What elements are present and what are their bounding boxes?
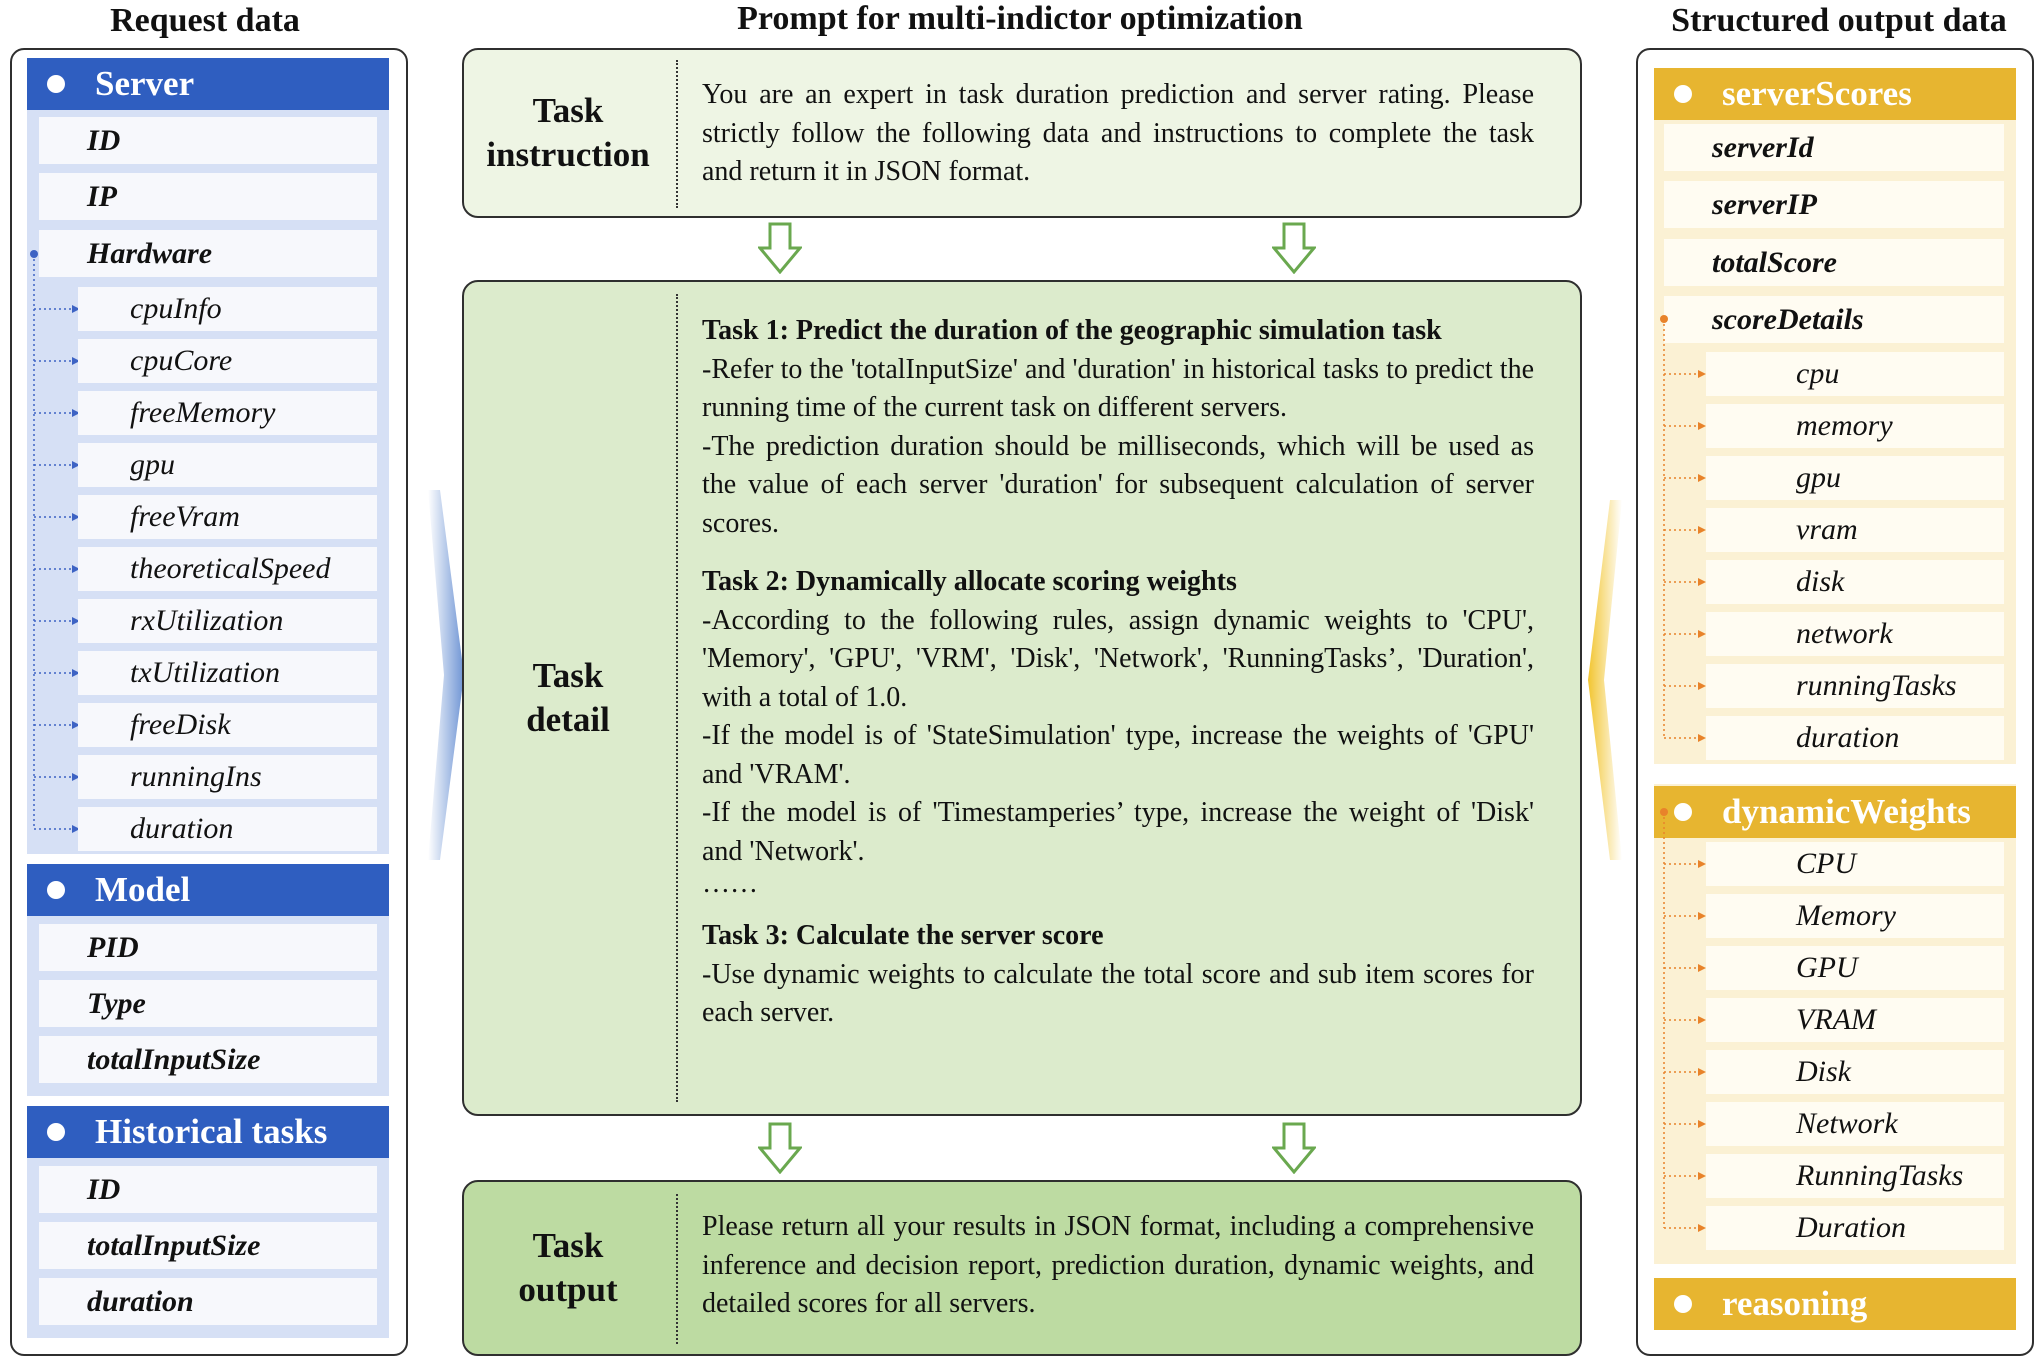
server-ip: IP <box>39 173 377 220</box>
right-flow-arrow <box>1586 500 1626 860</box>
bullet-icon <box>47 1123 65 1141</box>
divider <box>676 294 678 1102</box>
structured-output-title: Structured output data <box>1671 2 2007 39</box>
historical-header <box>27 1106 389 1158</box>
score-detail-item: memory <box>1706 404 2004 448</box>
down-arrow-icon <box>758 222 802 274</box>
task-detail-label: Task detail <box>526 656 610 739</box>
task2-text-2: -If the model is of 'StateSimulation' type, increase the weights of 'GPU' and 'VRAM'. <box>702 720 1534 790</box>
left-flow-arrow <box>424 490 466 860</box>
connector-dot <box>30 250 38 258</box>
historical-total-input-size: totalInputSize <box>39 1222 377 1269</box>
down-arrow-icon <box>758 1122 802 1174</box>
hardware-item: cpuCore <box>78 339 377 383</box>
score-detail-item: vram <box>1706 508 2004 552</box>
arrowhead-icon <box>1698 1172 1706 1180</box>
hardware-item: duration <box>78 807 377 851</box>
arrowhead-icon <box>1698 422 1706 430</box>
arrowhead-icon <box>1698 734 1706 742</box>
task-output-text: Please return all your results in JSON format, including a comprehensive inference and decision report, prediction duration, dynamic weights, and detailed scores for all servers. <box>702 1211 1534 1319</box>
arrowhead-icon <box>1698 860 1706 868</box>
hardware-item: freeMemory <box>78 391 377 435</box>
hardware-item: freeVram <box>78 495 377 539</box>
score-detail-item: gpu <box>1706 456 2004 500</box>
arrowhead-icon <box>1698 474 1706 482</box>
task-output-label: Task output <box>518 1226 618 1309</box>
arrowhead-icon <box>1698 1068 1706 1076</box>
task1-text-2: -The prediction duration should be milliseconds, which will be used as the value of each server 'duration' for subsequent calculation of server scores. <box>702 430 1534 539</box>
divider <box>676 60 678 208</box>
task1-text-1: -Refer to the 'totalInputSize' and 'duration' in historical tasks to predict the running time of the current task on different servers. <box>702 353 1534 423</box>
arrowhead-icon <box>1698 630 1706 638</box>
model-pid: PID <box>39 924 377 971</box>
dynamic-weight-item: VRAM <box>1706 998 2004 1042</box>
score-detail-item: disk <box>1706 560 2004 604</box>
task3-title: Task 3: Calculate the server score <box>702 920 1104 951</box>
task-detail-text <box>702 312 1534 1033</box>
model-type: Type <box>39 980 377 1027</box>
task-instruction-label: Task instruction <box>486 91 650 174</box>
task-instruction-text: You are an expert in task duration prediction and server rating. Please strictly follow the following data and instructions to complete the task and return it in JSON format. <box>702 79 1534 187</box>
dynamic-weight-item: Memory <box>1706 894 2004 938</box>
arrowhead-icon <box>1698 1120 1706 1128</box>
hardware-item: cpuInfo <box>78 287 377 331</box>
task2-text-3: -If the model is of 'Timestamperies’ type, increase the weight of 'Disk' and 'Network'. <box>702 797 1534 867</box>
dynamic-weight-item: RunningTasks <box>1706 1154 2004 1198</box>
arrowhead-icon <box>1698 526 1706 534</box>
hardware-item: theoreticalSpeed <box>78 547 377 591</box>
dynamic-weights-heading: dynamicWeights <box>1722 792 1971 831</box>
server-ip-field: serverIP <box>1664 181 2004 228</box>
arrowhead-icon <box>1698 370 1706 378</box>
down-arrow-icon <box>1272 222 1316 274</box>
dynamic-weight-item: CPU <box>1706 842 2004 886</box>
score-detail-item: cpu <box>1706 352 2004 396</box>
dynamic-weight-item: Network <box>1706 1102 2004 1146</box>
connector-dot <box>1660 315 1668 323</box>
arrowhead-icon <box>1698 912 1706 920</box>
historical-id: ID <box>39 1166 377 1213</box>
arrowhead-icon <box>1698 578 1706 586</box>
score-detail-item: runningTasks <box>1706 664 2004 708</box>
score-detail-item: network <box>1706 612 2004 656</box>
dynamic-weight-item: GPU <box>1706 946 2004 990</box>
dynamic-weight-item: Duration <box>1706 1206 2004 1250</box>
prompt-title: Prompt for multi-indictor optimization <box>737 0 1303 37</box>
score-detail-item: duration <box>1706 716 2004 760</box>
server-heading: Server <box>95 64 195 103</box>
arrowhead-icon <box>1698 1224 1706 1232</box>
divider <box>676 1194 678 1344</box>
down-arrow-icon <box>1272 1122 1316 1174</box>
historical-duration: duration <box>39 1278 377 1325</box>
arrowhead-icon <box>1698 964 1706 972</box>
model-heading: Model <box>95 870 191 909</box>
hardware-item: txUtilization <box>78 651 377 695</box>
server-id-field: serverId <box>1664 124 2004 171</box>
hardware-item: runningIns <box>78 755 377 799</box>
server-id: ID <box>39 117 377 164</box>
historical-heading: Historical tasks <box>95 1112 328 1151</box>
arrowhead-icon <box>1698 682 1706 690</box>
task3-text-1: -Use dynamic weights to calculate the total score and sub item scores for each server. <box>702 958 1534 1028</box>
hardware-item: freeDisk <box>78 703 377 747</box>
request-data-title: Request data <box>110 2 300 39</box>
connector-dot <box>1660 808 1668 816</box>
reasoning-heading: reasoning <box>1722 1284 1868 1323</box>
bullet-icon <box>47 881 65 899</box>
hardware-item: rxUtilization <box>78 599 377 643</box>
task2-title: Task 2: Dynamically allocate scoring weights <box>702 566 1237 597</box>
server-hardware: Hardware <box>39 230 377 277</box>
score-details-field: scoreDetails <box>1664 296 2004 343</box>
arrowhead-icon <box>1698 1016 1706 1024</box>
model-total-input-size: totalInputSize <box>39 1036 377 1083</box>
total-score-field: totalScore <box>1664 239 2004 286</box>
task2-text-1: -According to the following rules, assign dynamic weights to 'CPU', 'Memory', 'GPU', 'VRM', 'Disk', 'Network', 'RunningTasks’, 'Duration', with a total of 1.0. <box>702 604 1534 713</box>
task2-ellipsis: …… <box>702 868 758 899</box>
model-header <box>27 864 389 916</box>
server-scores-heading: serverScores <box>1722 74 1912 113</box>
hardware-item: gpu <box>78 443 377 487</box>
dynamic-weight-item: Disk <box>1706 1050 2004 1094</box>
task1-title: Task 1: Predict the duration of the geographic simulation task <box>702 315 1442 346</box>
